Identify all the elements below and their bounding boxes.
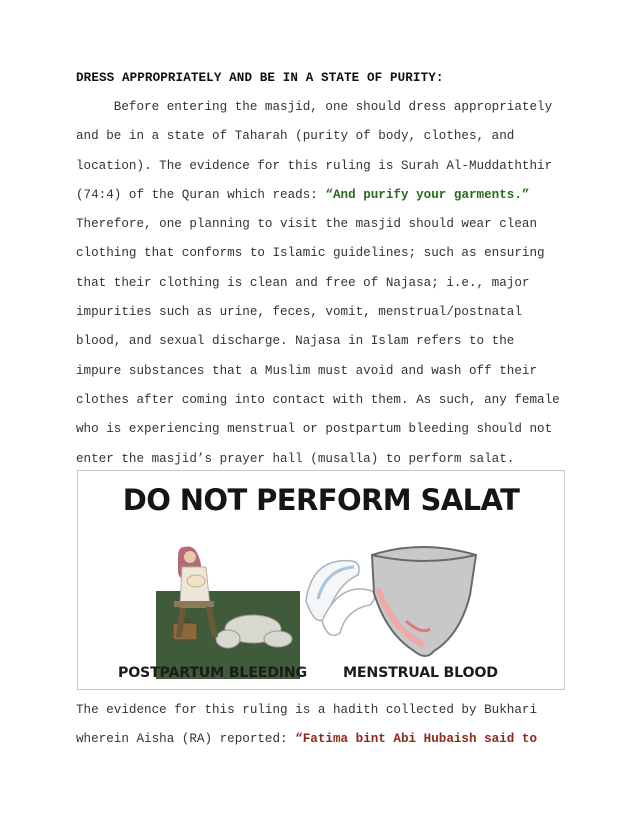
salat-illustration (77, 470, 565, 690)
text-line: Therefore, one planning to visit the masjid should wear clean (76, 217, 538, 232)
text-line: enter the masjid’s prayer hall (musalla) to perform salat. (76, 451, 515, 466)
text-span: (74:4) of the Quran which reads: (76, 187, 326, 202)
text-span: wherein Aisha (RA) reported: (76, 732, 296, 747)
text-line (76, 181, 566, 210)
text-line: and be in a state of Taharah (purity of body, clothes, and (76, 129, 515, 144)
label-postpartum-bleeding: POSTPARTUM BLEEDING (118, 665, 307, 681)
text-line: clothing that conforms to Islamic guidelines; such as ensuring (76, 246, 545, 261)
text-line: clothes after coming into contact with them. As such, any female (76, 392, 560, 407)
text-line: blood, and sexual discharge. Najasa in Islam refers to the (76, 334, 515, 349)
illustration-art (78, 471, 564, 689)
text-line: impurities such as urine, feces, vomit, menstrual/postnatal (76, 305, 522, 320)
sanitary-pads (306, 561, 375, 636)
underwear (372, 547, 476, 656)
label-menstrual-blood: MENSTRUAL BLOOD (343, 665, 498, 681)
section-heading: DRESS APPROPRIATELY AND BE IN A STATE OF PURITY: (76, 71, 444, 85)
hadith-quote: “Fatima bint Abi Hubaish said to (295, 732, 538, 747)
text-line: that their clothing is clean and free of Najasa; i.e., major (76, 275, 530, 290)
paragraph-purity (76, 93, 566, 474)
text-line: who is experiencing menstrual or postpartum bleeding should not (76, 422, 553, 437)
quran-quote: “And purify your garments.” (325, 187, 530, 202)
text-line: location). The evidence for this ruling is Surah Al-Muddaththir (76, 158, 553, 173)
text-line (76, 725, 566, 754)
figure-title: DO NOT PERFORM SALAT (122, 483, 520, 517)
paragraph-evidence (76, 696, 566, 755)
text-line: impure substances that a Muslim must avoid and wash off their (76, 363, 538, 378)
text-line: Before entering the masjid, one should dress appropriately (76, 100, 553, 114)
text-line: The evidence for this ruling is a hadith collected by Bukhari (76, 703, 538, 717)
